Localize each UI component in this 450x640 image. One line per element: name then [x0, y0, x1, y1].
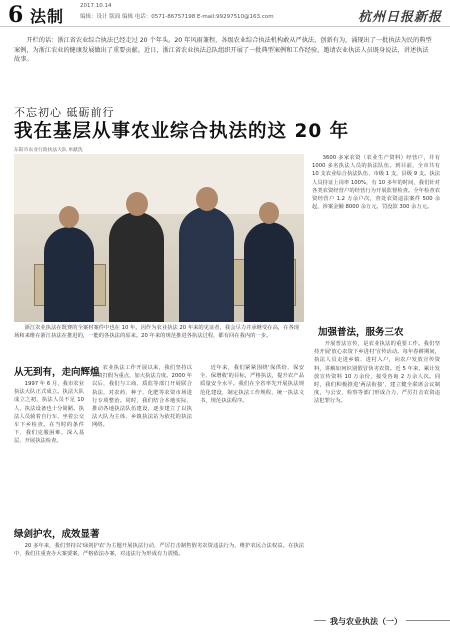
column-left-2: 农业执法工作开展以来，我们坚持以农资打假为重点，加大执法力度。2000 年以后，我们与工商、质监等部门开展联合执法，对农药、种子、化肥等农资市场进行专项整治。同时，我们结合本地实际，推动各地执法队伍建设，逐步建立了以执法大队为主体、乡镇执法站为依托的执法网络。 — [92, 365, 192, 429]
section-heading-2: 绿剑护农，成效显著 — [14, 529, 100, 540]
column-left-3: 近年来，我们紧紧围绕'保供给、保安全、保增收'的目标，严格执法，提升农产品质量安全水平。我们在全省率先开展执法规范化建设，制定执法工作规程，统一执法文书，规范执法程序。 — [200, 365, 304, 404]
footer — [0, 612, 450, 630]
column-left-bottom: 20 多年来，我们坚持以'绿剑护农'为主题开展执法行动，严厉打击制售假劣农资违法行为，维护农民合法权益。在执法中，我们注重查办大案要案，严格依法办案，对违法行为形成有力震慑。 — [14, 543, 304, 558]
section-title: 法制 — [30, 7, 65, 26]
footer-series-title: 我与农业执法（一） — [326, 616, 406, 627]
photo-person-4 — [244, 222, 294, 322]
photo-caption: 浙江农业执法在既赛的全案材案件中也在 10 年。因作为农业执法 20 年来的见证者，我会尽力并承继受在高，在各现场和来维在浙江执法在推进的，一能的各执法的原来。20 年来的规范推进各执法过程，都有回在我内的一步。 — [14, 325, 300, 339]
photo-person-3 — [179, 207, 234, 322]
photo-head-3 — [196, 187, 218, 211]
intro-text: 开栏的话：浙江省农业综合执法已经走过 20 个年头。20 年风雨兼程，各级农业综合执法机构敢从严执法，创新有为，涌现出了一批执法为民的典型案例，为浙江农业的健康发展做出了重要贡献。近日，浙江省农业执法总队组织开展了一批典型案例和工作经验，邀请农业执法人员既身说法，讲述执法故事。 — [14, 37, 432, 63]
page-number: 6 — [8, 2, 24, 28]
photo-head-4 — [259, 202, 279, 224]
section-heading-1: 从无到有，走向辉煌 — [14, 367, 100, 378]
column-right-top: 3600 多家农资（农业生产资料）经营户，并有 1000 多名执法人员的执法队伍。到目前，全市共有 10 支农业综合执法队伍、市级 1 支，县级 9 支。执法人员持证上岗率 100%，有 10 多年的时间，我们针对各类农资经营户的经营行为开展监督检查。全年检查农资经营户 1.2 万余户次，查处农资违法案件 500 余起，涉案金额 8000 余万元，罚没款 300 余万元。 — [312, 155, 440, 211]
side-section-heading: 加强普法，服务三农 — [318, 327, 404, 338]
article-title: 我在基层从事农业综合执法的这 20 年 — [14, 121, 350, 142]
editor-info: 编辑：设计 版面 编辑 电话：0571-86757198 E-mail:99297510@163.com — [80, 14, 274, 20]
article-photo — [14, 154, 304, 322]
column-left-1: 1997 年 6 月，我市农业执法大队正式成立。执法大队成立之初，执法人员不足 10 人，执法设备也十分简陋。执法人员骑着自行车、坐着公交车下乡检查。在当时的条件下，我们克服困难，深入基层，开展执法检查。 — [14, 381, 84, 445]
photo-head-2 — [126, 192, 148, 216]
issue-date: 2017.10.14 — [80, 3, 112, 9]
article-subtitle: 不忘初心 砥砺前行 — [14, 106, 115, 119]
photo-head-1 — [59, 206, 79, 228]
photo-person-2 — [109, 212, 164, 322]
article-author: 东阳市农业行政执法大队 单献洗 — [14, 148, 83, 153]
photo-person-1 — [44, 227, 94, 322]
newspaper-logo: 杭州日报新报 — [357, 10, 442, 25]
page-header — [0, 0, 450, 27]
side-column-text: 开展普法宣传，是农业执法的重要工作。我们坚持开展'放心农资下乡进村'宣传活动。每年春耕期间，执法人员走进乡镇、进村入户，向农户发放宣传资料，讲解如何识别假冒伪劣农资。近 5 年来，累计发放宣传资料 10 万余份，接受咨询 2 万余人次。同时，我们积极推进'两法衔接'，建立健全联席会议制度，与公安、检察等部门形成合力，严厉打击农资违法犯罪行为。 — [314, 341, 440, 405]
